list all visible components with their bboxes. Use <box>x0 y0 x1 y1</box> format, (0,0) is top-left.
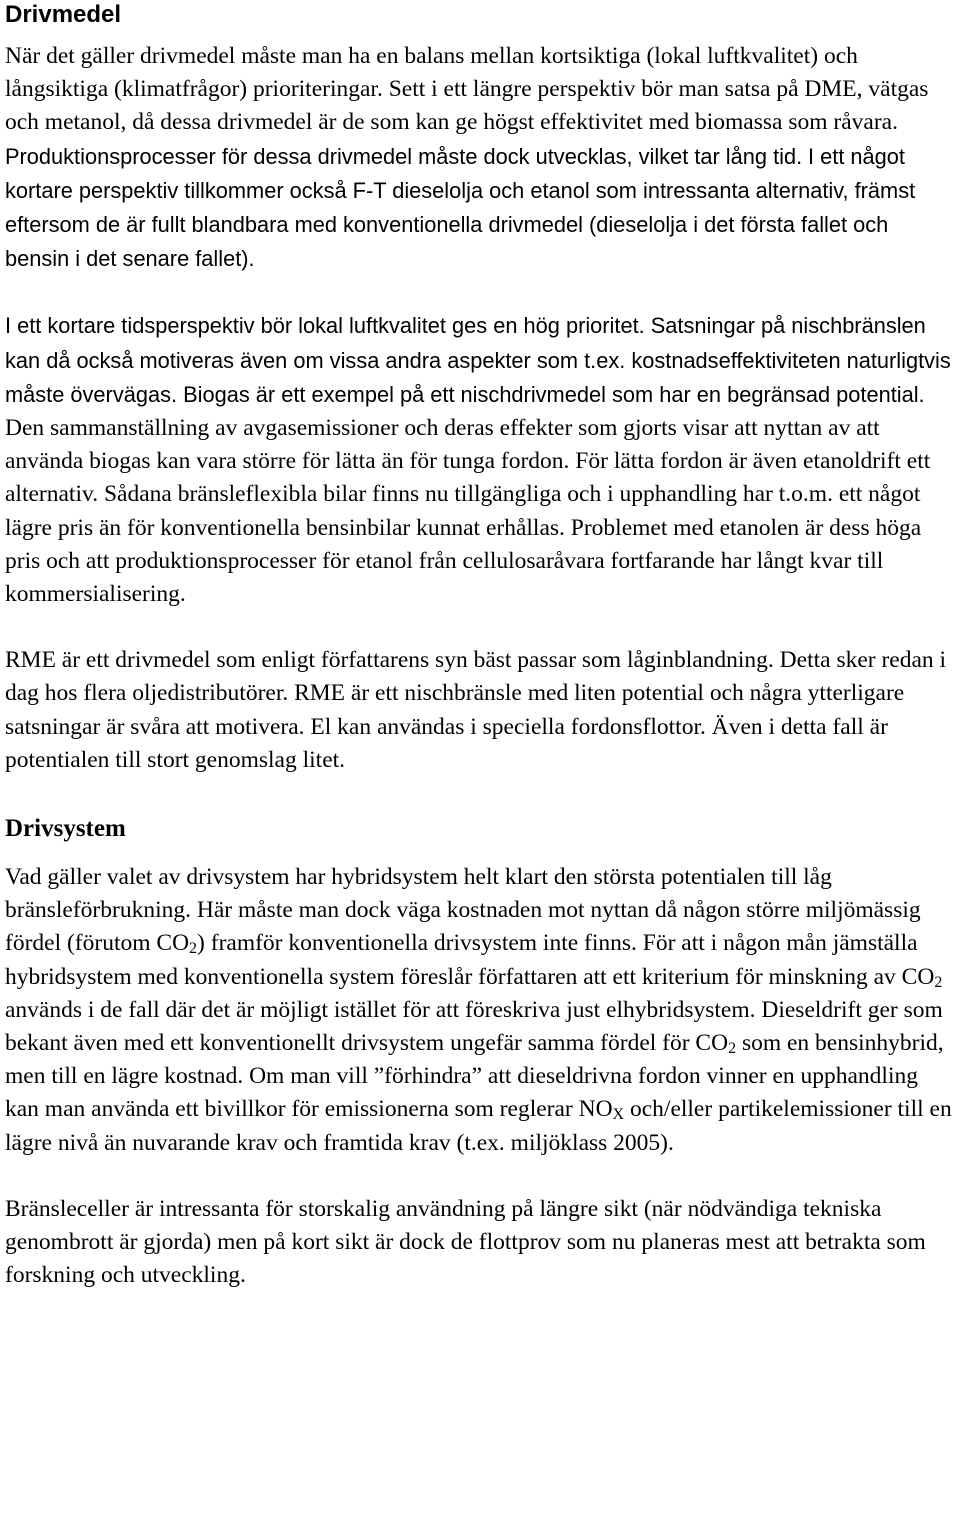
section-heading-drivmedel: Drivmedel <box>5 1 122 28</box>
subscript-x: X <box>612 1106 625 1124</box>
paragraph-text: och/eller partikelemissioner till en lägre nivå än nuvarande krav och framtida krav (t.ex. miljöklass 2005). <box>5 1096 952 1156</box>
paragraph-text-sans: I ett kortare tidsperspektiv bör lokal luftkvalitet ges en hög prioritet. Satsningar på nischbränslen kan då också motiveras även om vissa andra aspekter som t.ex. kostnadseffektiviteten naturligtvis måste övervägas. Biogas är ett exempel på ett nischdrivmedel som har en begränsad potential. <box>5 313 951 407</box>
paragraph-drivmedel-2 <box>5 309 955 611</box>
paragraph-drivsystem-1 <box>5 861 955 1160</box>
paragraph-text: ) framför konventionella drivsystem inte finns. För att i någon mån jämställa hybridsystem med konventionella system föreslår författaren att ett kriterium för minskning av CO <box>5 930 935 990</box>
paragraph-drivmedel-3: RME är ett drivmedel som enligt författarens syn bäst passar som låginblandning. Detta sker redan i dag hos flera oljedistributörer. RME är ett nischbränsle med liten potential och några ytterligare satsningar är svåra att motivera. El kan användas i speciella fordonsflottor. Även i detta fall är potentialen till stort genomslag litet. <box>5 647 947 773</box>
section-heading-drivsystem: Drivsystem <box>5 815 126 843</box>
paragraph-text: Vad gäller valet av drivsystem har hybridsystem helt klart den största potentialen till låg bränsleförbrukning. Här måste man dock väga kostnaden mot nyttan då någon större miljömässig fördel (förutom CO <box>5 864 921 957</box>
paragraph-text: som en bensinhybrid, men till en lägre kostnad. Om man vill ”förhindra” att dieseldrivna fordon vinner en upphandling kan man använda ett bivillkor för emissionerna som reglerar NO <box>5 1030 944 1123</box>
paragraph-drivmedel-1 <box>5 40 955 276</box>
subscript-2: 2 <box>189 940 198 958</box>
paragraph-text: Den sammanställning av avgasemissioner och deras effekter som gjorts visar att nyttan av att använda biogas kan vara större för lätta än för tunga fordon. För lätta fordon är även etanoldrift ett alternativ. Sådana bränsleflexibla bilar finns nu tillgängliga och i upphandling har t.o.m. ett något lägre pris än för konventionella bensinbilar kunnat erhållas. Problemet med etanolen är dess höga pris och att produktionsprocesser för etanol från cellulosaråvara fortfarande har långt kvar till kommersialisering. <box>5 415 931 608</box>
paragraph-text-sans: I ett något kortare perspektiv tillkommer också F-T dieselolja och etanol som intressanta alternativ, främst eftersom de är fullt blandbara med konventionella drivmedel (dieselolja i det första fallet och bensin i det senare fallet). <box>5 143 916 272</box>
paragraph-text: används i de fall där det är möjligt istället för att föreskriva just elhybridsystem. Dieseldrift ger som bekant även med ett konventionellt drivsystem ungefär samma fördel för CO <box>5 996 943 1057</box>
document-page <box>5 0 955 1326</box>
paragraph-text-sans: Produktionsprocesser för dessa drivmedel måste dock utvecklas, vilket tar lång tid. <box>5 143 803 169</box>
subscript-2: 2 <box>728 1040 737 1058</box>
paragraph-text: När det gäller drivmedel måste man ha en balans mellan kortsiktiga (lokal luftkvalitet) och långsiktiga (klimatfrågor) prioriteringar. Sett i ett längre perspektiv bör man satsa på DME, vätgas och metanol, då dessa drivmedel är de som kan ge högst effektivitet med biomassa som råvara. <box>5 43 929 136</box>
subscript-2: 2 <box>934 973 943 991</box>
paragraph-drivsystem-2: Bränsleceller är intressanta för storskalig användning på längre sikt (när nödvändiga tekniska genombrott är gjorda) men på kort sikt är dock de flottprov som nu planeras mest att betrakta som forskning och utveckling. <box>5 1195 926 1289</box>
